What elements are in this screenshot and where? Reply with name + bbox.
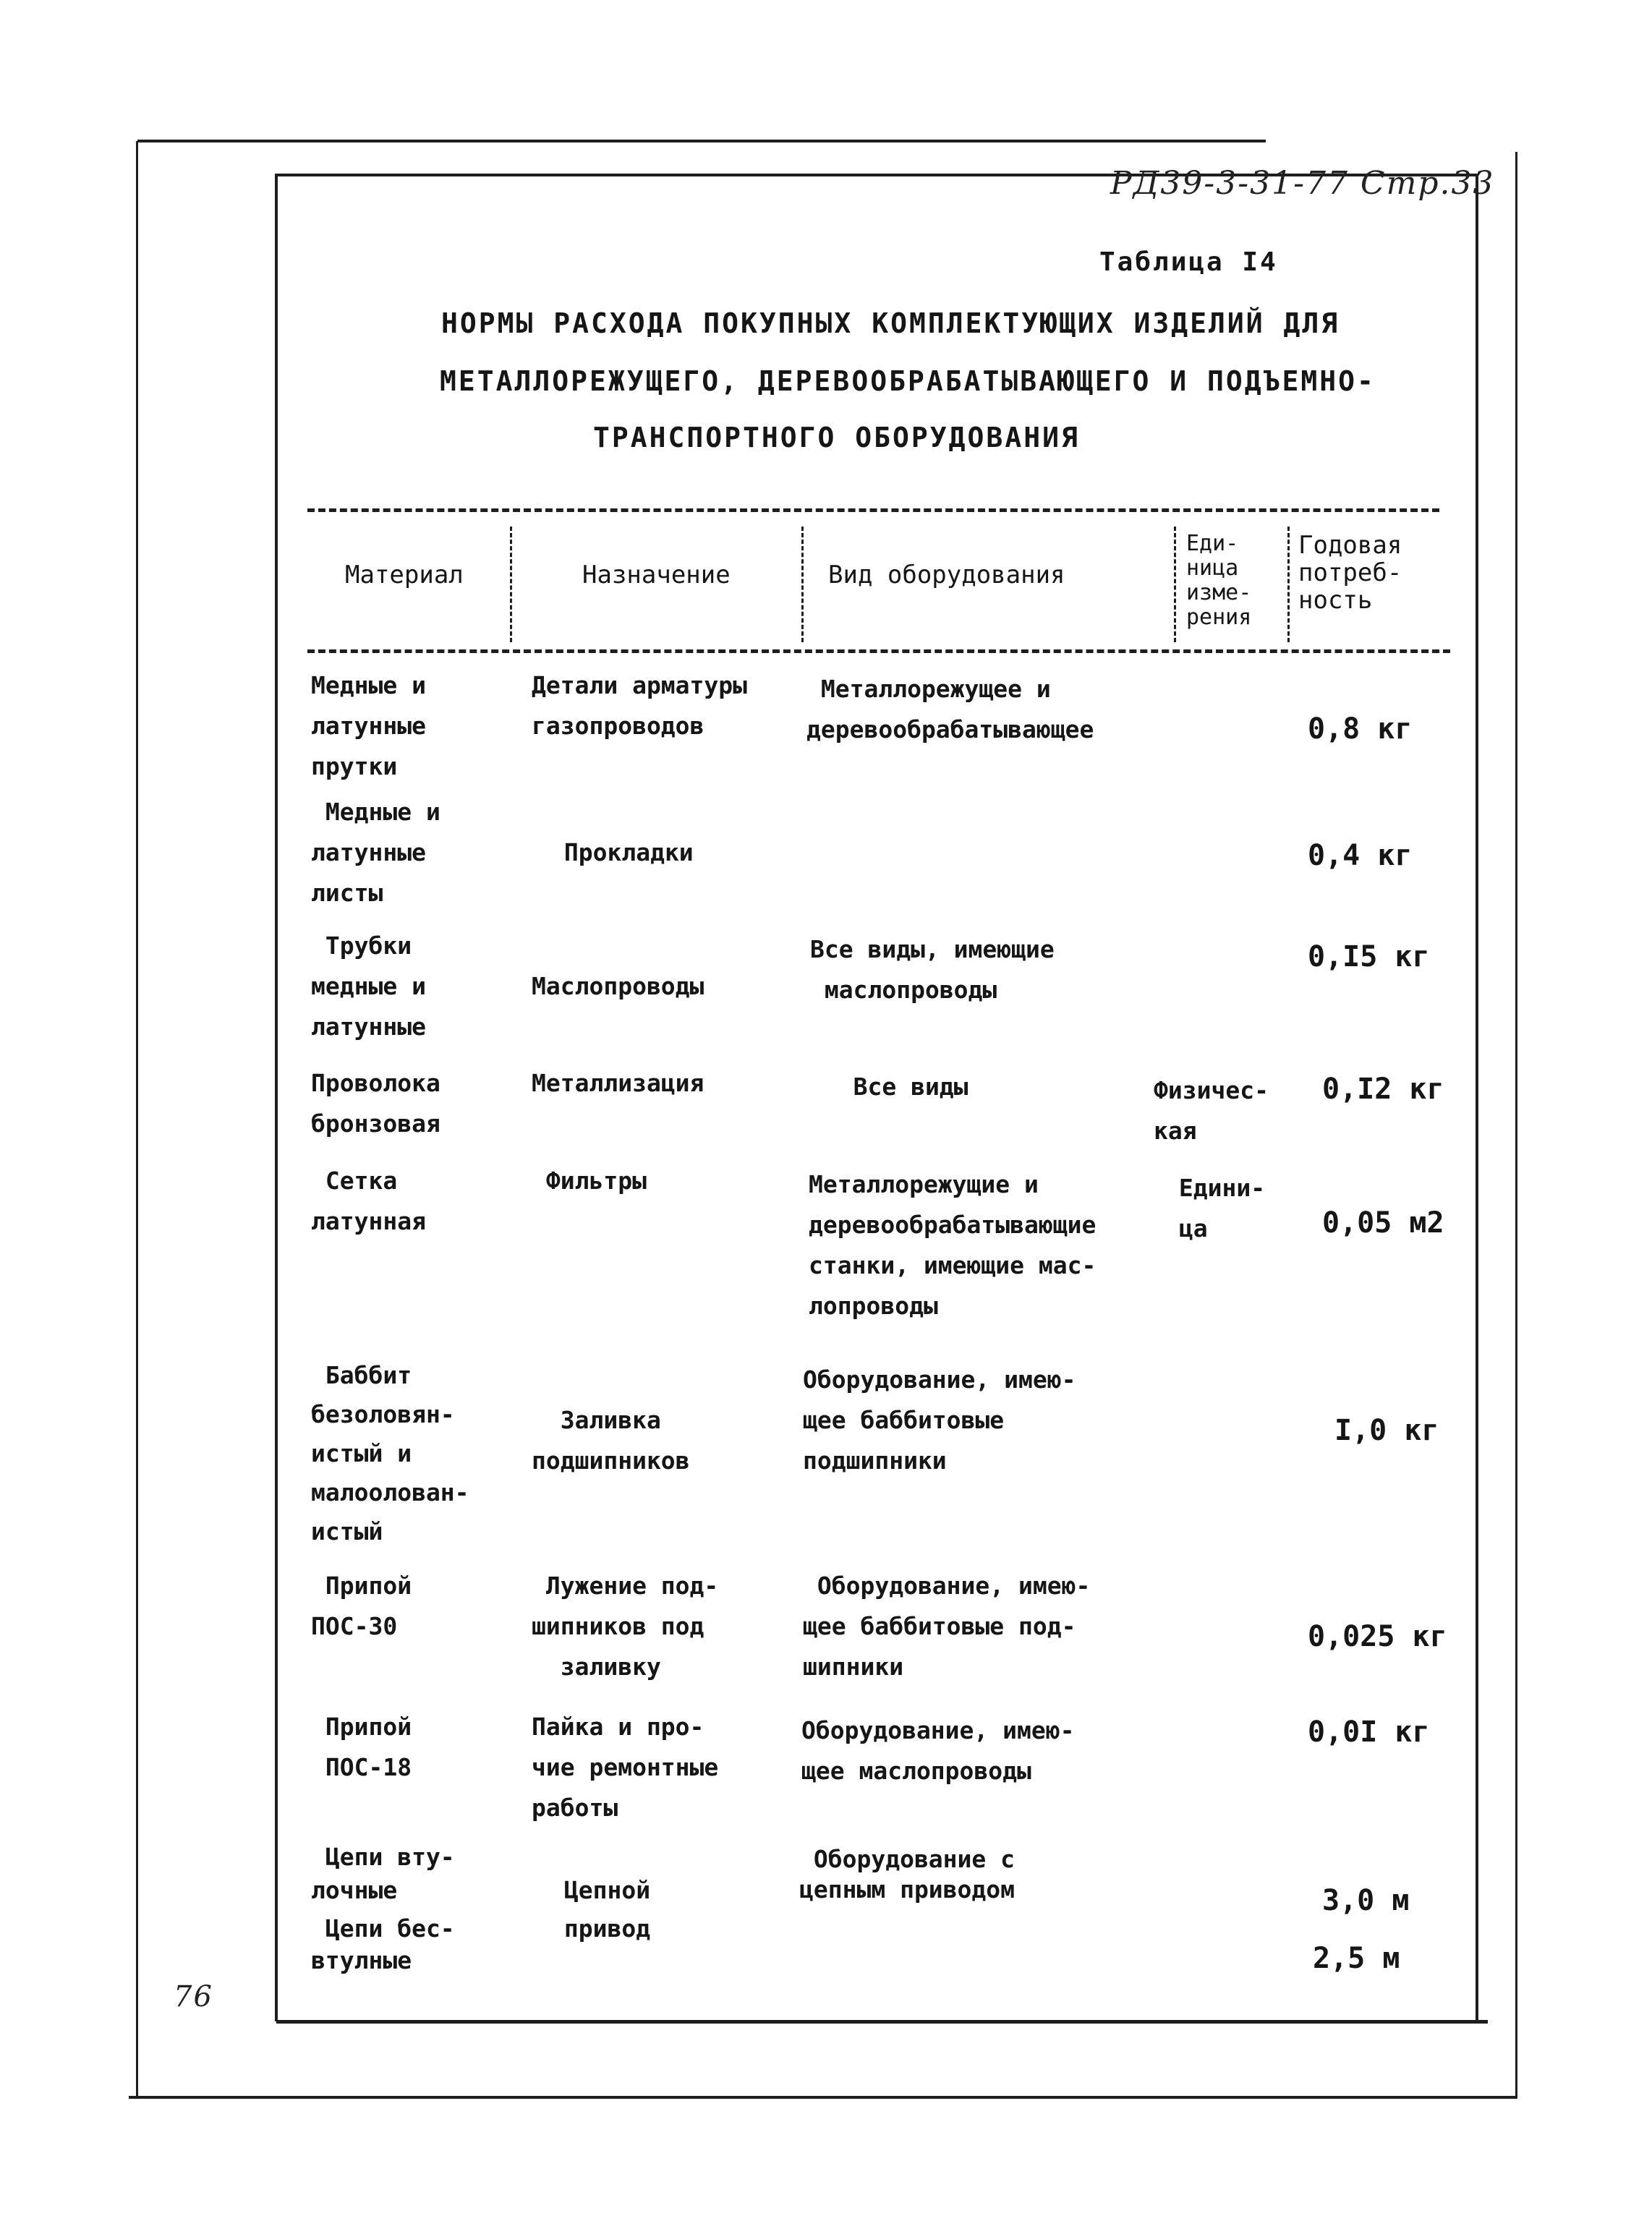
- row-4-equipment: Все виды: [810, 1073, 968, 1101]
- row-7-material: Припой ПОС-30: [311, 1572, 412, 1640]
- row-7-value: 0,025 кг: [1308, 1620, 1447, 1653]
- row-2-value: 0,4 кг: [1308, 839, 1413, 872]
- row-3-material: Трубки медные и латунные: [311, 932, 426, 1041]
- row-2-material: Медные и латунные листы: [311, 798, 440, 907]
- row-8-equipment: Оборудование, имею- щее маслопроводы: [801, 1716, 1075, 1785]
- page-mark: 76: [174, 1980, 213, 2013]
- header-unit: Еди- ница изме- рения: [1186, 531, 1252, 630]
- row-4-unit: Физичес- кая: [1154, 1076, 1269, 1145]
- header-annual: Годовая потреб- ность: [1298, 531, 1402, 615]
- table-title-line-2: МЕТАЛЛОРЕЖУЩЕГО, ДЕРЕВООБРАБАТЫВАЮЩЕГО И ПОДЪЕМНО-: [440, 365, 1376, 397]
- header-material: Материал: [345, 560, 464, 589]
- outer-frame-right: [1515, 152, 1517, 2097]
- outer-frame-top: [137, 140, 1266, 142]
- row-3-purpose: Маслопроводы: [532, 972, 704, 1000]
- row-9-equipment: Оборудование с цепным приводом: [799, 1845, 1016, 1904]
- row-5-unit: Едини- ца: [1178, 1174, 1266, 1242]
- document-code: РД39-3-31-77 Стр.33: [1110, 165, 1495, 202]
- row-10-purpose: привод: [550, 1914, 651, 1943]
- row-5-equipment: Металлорежущие и деревообрабатывающие станки, имеющие мас- лопроводы: [809, 1170, 1097, 1320]
- header-separator-3: [1174, 527, 1176, 642]
- table-title-line-1: НОРМЫ РАСХОДА ПОКУПНЫХ КОМПЛЕКТУЮЩИХ ИЗДЕЛИЙ ДЛЯ: [441, 307, 1340, 339]
- header-bottom-rule: [307, 649, 1450, 653]
- row-8-material: Припой ПОС-18: [325, 1713, 412, 1781]
- row-5-value: 0,05 м2: [1322, 1206, 1444, 1240]
- header-top-rule: [307, 508, 1439, 512]
- row-1-material: Медные и латунные прутки: [311, 671, 426, 780]
- row-4-value: 0,I2 кг: [1322, 1073, 1444, 1106]
- row-3-equipment: Все виды, имеющие маслопроводы: [810, 935, 1055, 1004]
- row-9-purpose: Цепной: [563, 1876, 651, 1904]
- row-9-material: Цепи вту- лочные: [311, 1843, 455, 1904]
- header-separator-2: [801, 527, 804, 642]
- row-6-material: Баббит безоловян- истый и малоолован- истый: [311, 1361, 469, 1546]
- row-3-value: 0,I5 кг: [1308, 940, 1430, 973]
- row-8-purpose: Пайка и про- чие ремонтные работы: [532, 1713, 719, 1822]
- row-8-value: 0,0I кг: [1308, 1715, 1430, 1749]
- inner-frame-left: [275, 174, 278, 2021]
- header-equipment: Вид оборудования: [828, 560, 1065, 589]
- row-7-equipment: Оборудование, имею- щее баббитовые под- шипники: [803, 1572, 1091, 1681]
- row-4-material: Проволока бронзовая: [311, 1069, 440, 1138]
- outer-frame-bottom: [129, 2096, 1517, 2099]
- row-5-purpose: Фильтры: [532, 1167, 647, 1195]
- row-6-purpose: Заливка подшипников: [532, 1406, 690, 1475]
- row-4-purpose: Металлизация: [532, 1069, 704, 1097]
- row-1-purpose: Детали арматуры газопроводов: [532, 671, 748, 740]
- header-separator-4: [1287, 527, 1290, 642]
- row-1-equipment: Металлорежущее и деревообрабатывающее: [806, 675, 1094, 743]
- row-10-material: Цепи бес- втулные: [311, 1914, 455, 1974]
- header-purpose: Назначение: [582, 560, 731, 589]
- row-10-value: 2,5 м: [1313, 1942, 1400, 1975]
- table-title-line-3: ТРАНСПОРТНОГО ОБОРУДОВАНИЯ: [593, 422, 1080, 453]
- row-5-material: Сетка латунная: [311, 1167, 426, 1235]
- row-2-purpose: Прокладки: [563, 838, 694, 866]
- row-1-value: 0,8 кг: [1308, 712, 1413, 746]
- row-7-purpose: Лужение под- шипников под заливку: [532, 1572, 719, 1681]
- row-6-value: I,0 кг: [1334, 1414, 1439, 1447]
- inner-frame-bottom: [276, 2020, 1488, 2024]
- outer-frame-left: [136, 141, 138, 2097]
- row-6-equipment: Оборудование, имею- щее баббитовые подшипники: [803, 1365, 1076, 1475]
- table-label: Таблица I4: [1099, 247, 1278, 277]
- inner-frame-right: [1476, 174, 1478, 2021]
- row-9-value: 3,0 м: [1322, 1884, 1410, 1917]
- header-separator-1: [510, 527, 512, 642]
